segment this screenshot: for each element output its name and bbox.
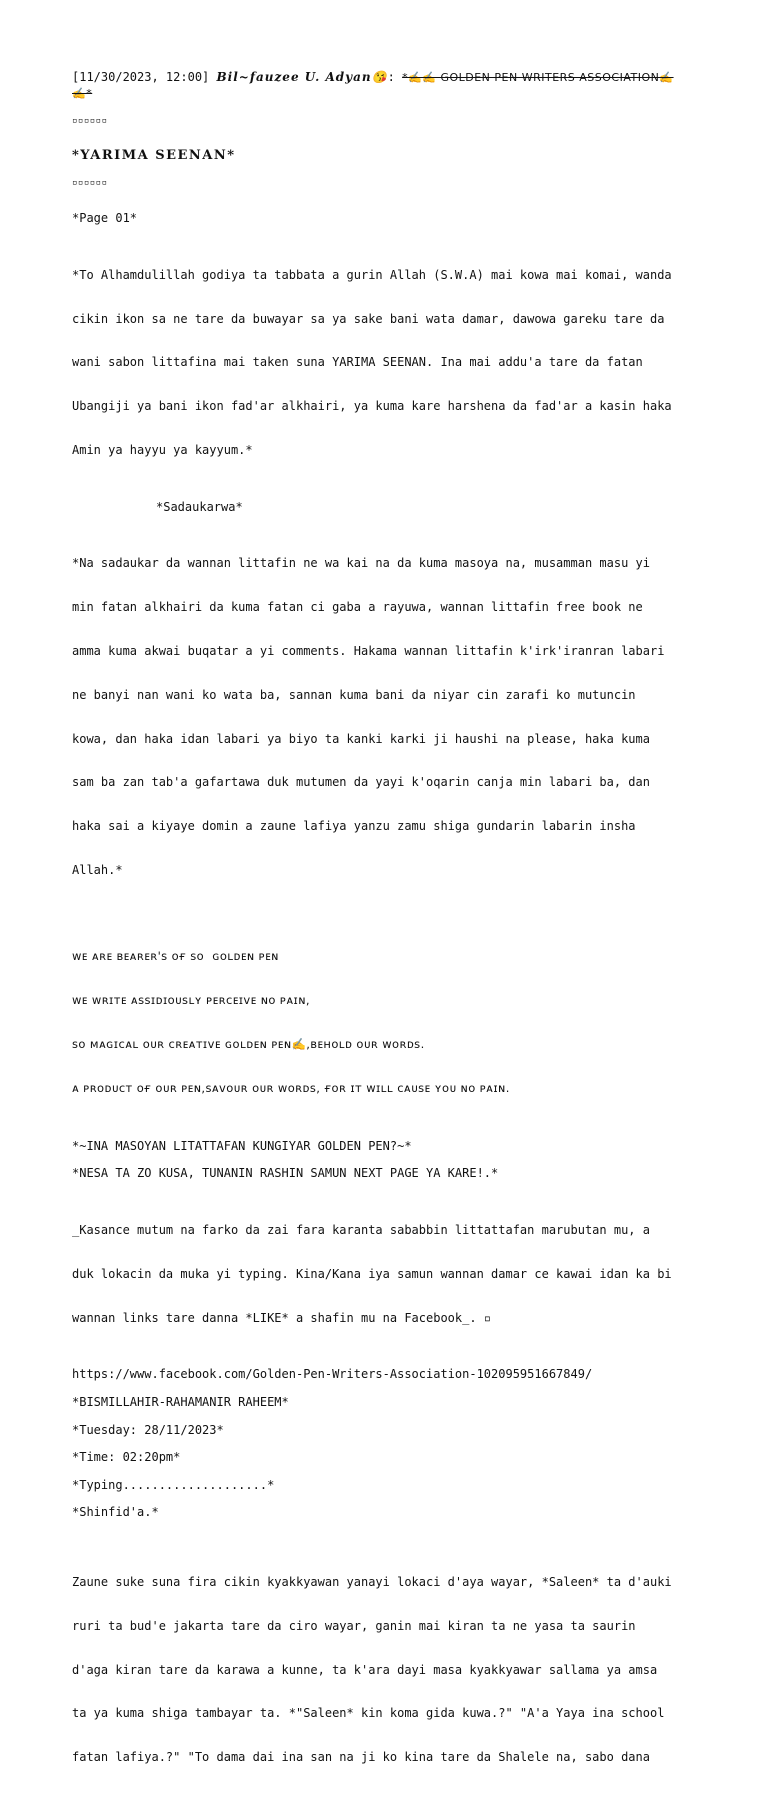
document-page <box>72 70 712 1807</box>
dedication-line: ne banyi nan wani ko wata ba, sannan kuma bani da niyar cin zarafi ko mutuncin <box>72 687 636 702</box>
masoyan-line: *~INA MASOYAN LITATTAFAN KUNGIYAR GOLDEN PEN?~* <box>72 1138 412 1153</box>
divider-top: ▫▫▫▫▫▫ <box>72 116 108 127</box>
story-line: fatan lafiya.?" "To dama dai ina san na ji ko kina tare da Shalele na, sabo dana <box>72 1750 650 1765</box>
kasance-line: duk lokacin da muka yi typing. Kina/Kana iya samun wannan damar ce kawai idan ka bi <box>72 1266 672 1281</box>
intro-line: cikin ikon sa ne tare da buwayar sa ya sake bani wata damar, dawowa gareku tare da <box>72 311 665 326</box>
dedication-line: Allah.* <box>72 862 123 877</box>
dedication-paragraph <box>72 527 712 906</box>
story-line: ruri ta bud'e jakarta tare da ciro wayar, ganin mai kiran ta ne yasa ta saurin <box>72 1618 636 1633</box>
header-separator: : <box>387 70 395 84</box>
story-line: ta ya kuma shiga tambayar ta. *"Saleen* kin koma gida kuwa.?" "A'a Yaya ina school <box>72 1706 665 1721</box>
story-paragraph <box>72 1546 712 1794</box>
intro-line: *To Alhamdulillah godiya ta tabbata a gurin Allah (S.W.A) mai kowa mai komai, wanda <box>72 267 672 282</box>
message-header <box>72 70 712 101</box>
dedication-line: amma kuma akwai buqatar a yi comments. Hakama wannan littafin k'irk'iranran labari <box>72 644 665 658</box>
dedication-line: sam ba zan tab'a gafartawa duk mutumen da yayi k'oqarin canja min labari ba, dan <box>72 775 650 790</box>
dedication-heading: *Sadaukarwa* <box>156 499 243 514</box>
poem-line: ᴡᴇ ᴡʀɪᴛᴇ ᴀssɪᴅɪᴏᴜsʟʏ ᴘᴇʀᴄᴇɪᴠᴇ ɴᴏ ᴘᴀɪɴ, <box>72 993 310 1008</box>
divider-bottom: ▫▫▫▫▫▫ <box>72 178 108 189</box>
shinfida-heading: *Shinfid'a.* <box>72 1505 159 1520</box>
kasance-line: _Kasance mutum na farko da zai fara karanta sababbin littattafan marubutan mu, a <box>72 1223 650 1237</box>
page-label: *Page 01* <box>72 210 138 225</box>
typing-line: *Typing....................* <box>72 1477 275 1492</box>
time-line: *Time: 02:20pm* <box>72 1450 181 1465</box>
dedication-line: min fatan alkhairi da kuma fatan ci gaba a rayuwa, wannan littafin free book ne <box>72 600 643 615</box>
group-name: *✍️✍️ GOLDEN PEN WRITERS ASSOCIATION✍️ <box>402 71 674 84</box>
timestamp: [11/30/2023, 12:00] <box>72 70 210 84</box>
story-line: d'aga kiran tare da karawa a kunne, ta k'ara dayi masa kyakkyawar sallama ya amsa <box>72 1662 658 1677</box>
dedication-line: haka sai a kiyaye domin a zaune lafiya yanzu zamu shiga gundarin labarin insha <box>72 819 636 834</box>
facebook-link[interactable]: https://www.facebook.com/Golden-Pen-Writers-Association-102095951667849/ <box>72 1367 593 1382</box>
dedication-line: kowa, dan haka idan labari ya biyo ta kanki karki ji haushi na please, haka kuma <box>72 731 650 746</box>
author-name: Bil~fauzee U. Adyan😘 <box>216 70 388 84</box>
motto-poem <box>72 920 712 1126</box>
date-line: *Tuesday: 28/11/2023* <box>72 1422 224 1437</box>
poem-line: ᴡᴇ ᴀʀᴇ ʙᴇᴀʀᴇʀ's ᴏғ sᴏ ɢᴏʟᴅᴇɴ ᴘᴇɴ <box>72 948 279 963</box>
kasance-paragraph <box>72 1194 712 1355</box>
group-name-end: ✍️* <box>72 86 93 100</box>
poem-line: sᴏ ᴍᴀɢɪᴄᴀʟ ᴏᴜʀ ᴄʀᴇᴀᴛɪᴠᴇ ɢᴏʟᴅᴇɴ ᴘᴇɴ✍️,ʙᴇʜᴏʟᴅ ᴏᴜʀ ᴡᴏʀᴅs. <box>72 1037 425 1052</box>
intro-line: Ubangiji ya bani ikon fad'ar alkhairi, ya kuma kare harshena da fad'ar a kasin haka <box>72 399 672 414</box>
bismillah-line: *BISMILLAHIR-RAHAMANIR RAHEEM* <box>72 1394 289 1409</box>
story-title: *YARIMA SEENAN* <box>72 147 236 163</box>
dedication-line: *Na sadaukar da wannan littafin ne wa kai na da kuma masoya na, musamman masu yi <box>72 556 650 571</box>
poem-line: ᴀ ᴘʀᴏᴅᴜᴄᴛ ᴏғ ᴏᴜʀ ᴘᴇɴ,sᴀᴠᴏᴜʀ ᴏᴜʀ ᴡᴏʀᴅs, ғᴏʀ ɪᴛ ᴡɪʟʟ ᴄᴀᴜsᴇ ʏᴏᴜ ɴᴏ ᴘᴀɪɴ. <box>72 1081 510 1096</box>
intro-paragraph <box>72 239 712 487</box>
intro-line: Amin ya hayyu ya kayyum.* <box>72 442 253 457</box>
nesa-line: *NESA TA ZO KUSA, TUNANIN RASHIN SAMUN NEXT PAGE YA KARE!.* <box>72 1166 499 1181</box>
kasance-line: wannan links tare danna *LIKE* a shafin mu na Facebook_. ▫ <box>72 1310 492 1325</box>
story-line: Zaune suke suna fira cikin kyakkyawan yanayi lokaci d'aya wayar, *Saleen* ta d'auki <box>72 1575 672 1590</box>
intro-line: wani sabon littafina mai taken suna YARIMA SEENAN. Ina mai addu'a tare da fatan <box>72 355 643 370</box>
